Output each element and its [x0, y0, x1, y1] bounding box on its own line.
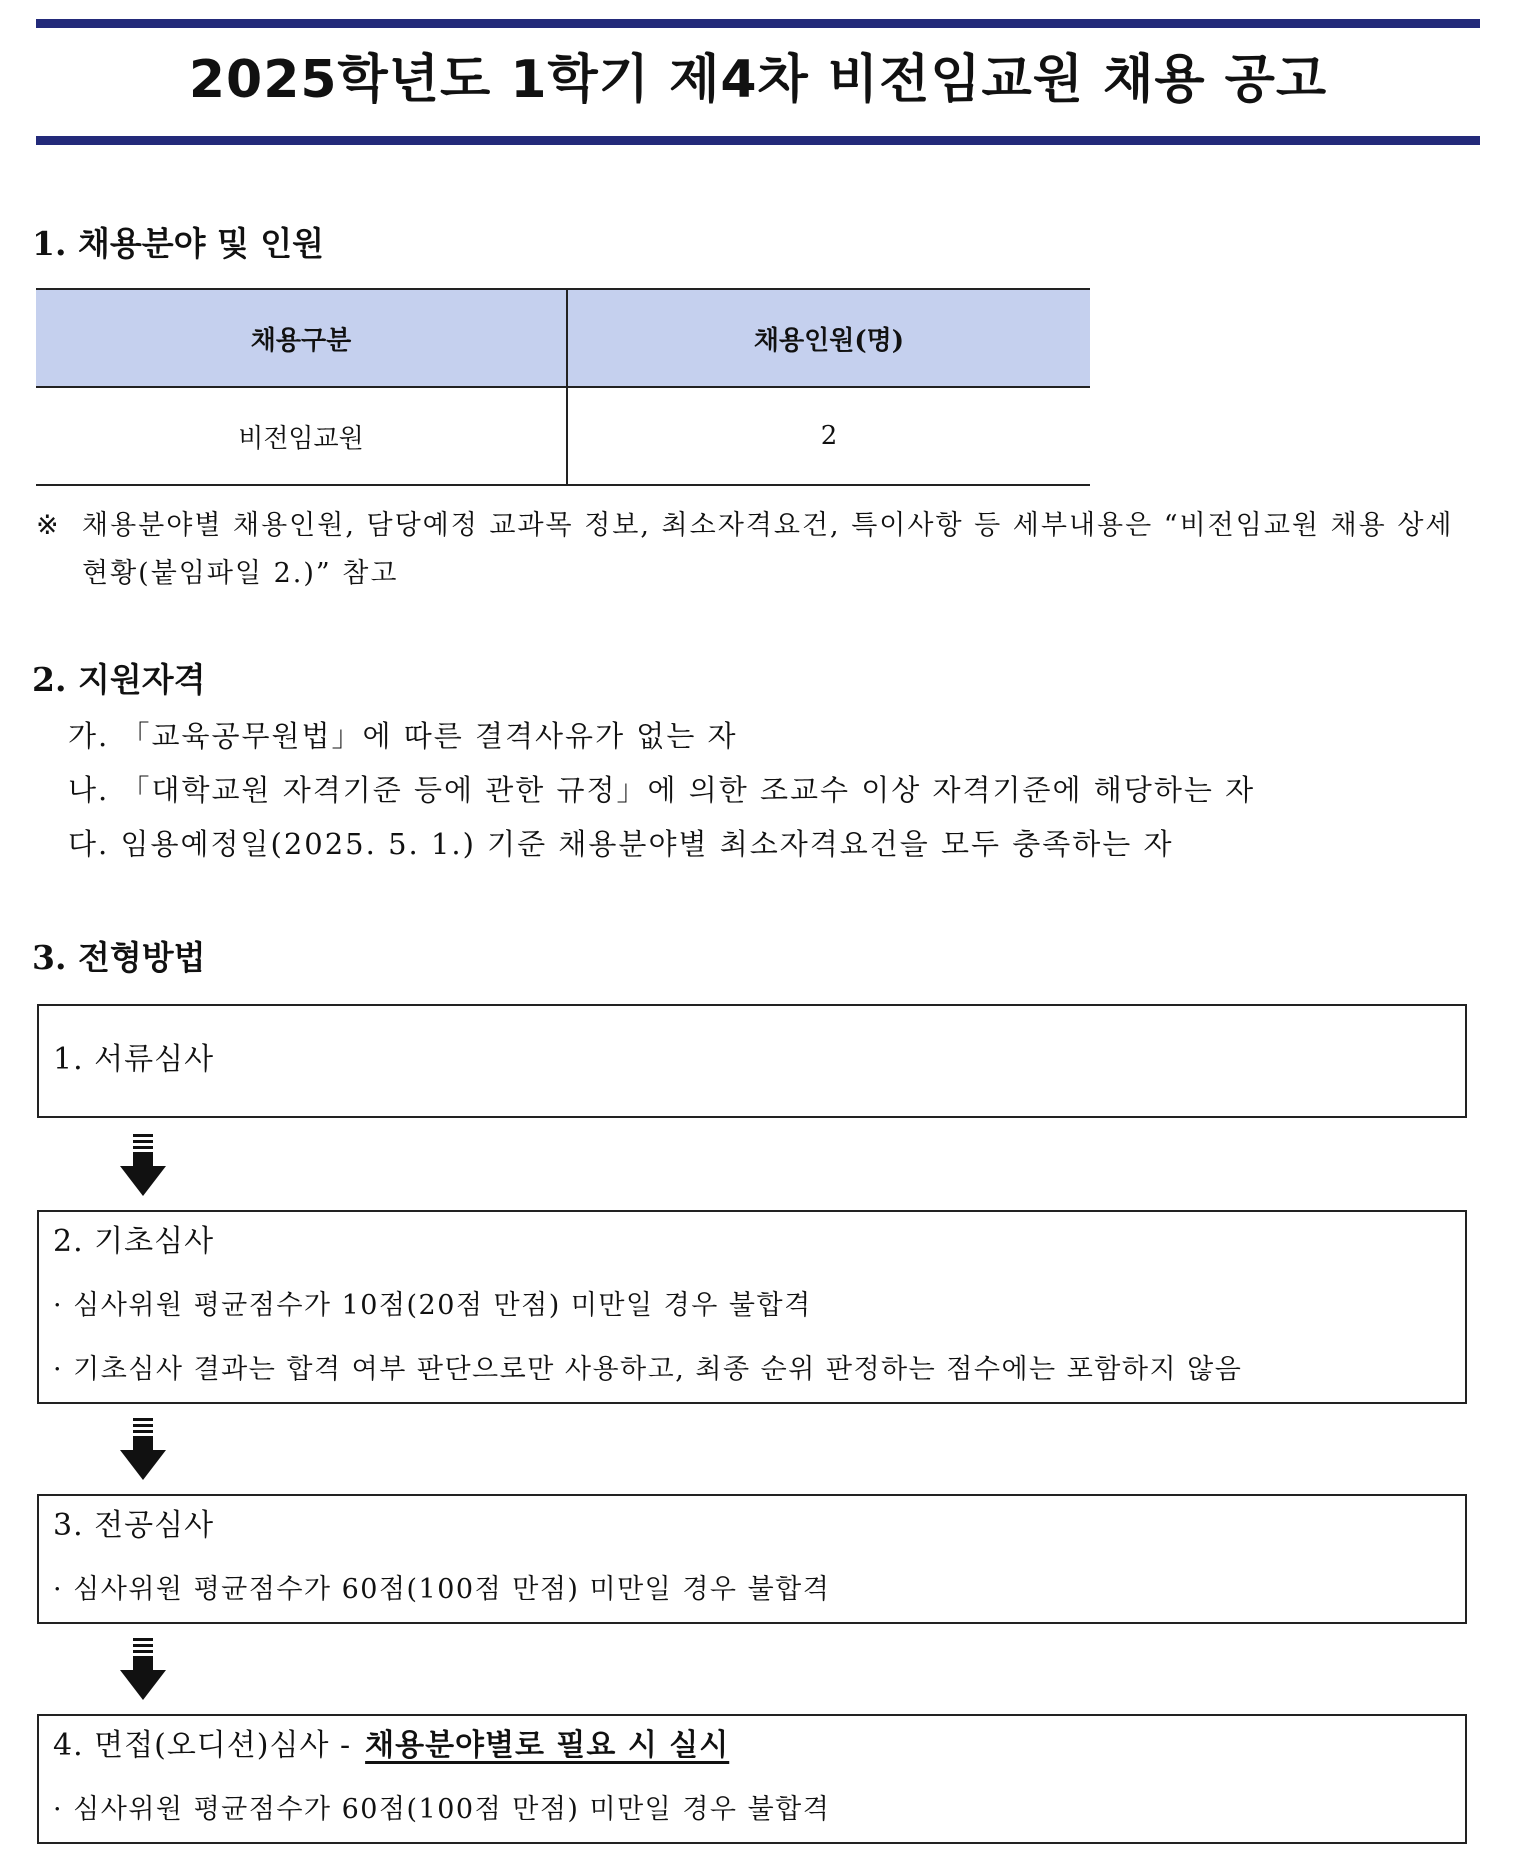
reference-mark: ※: [36, 510, 59, 541]
table-header-count: 채용인원(명): [567, 289, 1090, 387]
note-text: 채용분야별 채용인원, 담당예정 교과목 정보, 최소자격요건, 특이사항 등 세부내용은 “비전임교원 채용 상세 현황(붙임파일 2.)” 참고: [82, 510, 1454, 589]
step-4-box: [37, 1714, 1467, 1844]
down-arrow-icon: [120, 1638, 166, 1700]
step-4-title-text: 4. 면접(오디션)심사 -: [53, 1728, 352, 1763]
table-cell-category: 비전임교원: [36, 387, 567, 485]
down-arrow-icon: [120, 1418, 166, 1480]
section-1-note: [36, 502, 1486, 598]
qualification-item-c: 다. 임용예정일(2025. 5. 1.) 기준 채용분야별 최소자격요건을 모두 충족하는 자: [68, 827, 1174, 861]
step-4-highlight: 채용분야별로 필요 시 실시: [365, 1728, 730, 1763]
title-bottom-rule: [36, 136, 1480, 145]
table-row: [36, 387, 1090, 485]
step-3-box: [37, 1494, 1467, 1624]
section-3-heading: 3. 전형방법: [32, 938, 206, 977]
section-1-heading: 1. 채용분야 및 인원: [32, 224, 325, 263]
table-header-category: 채용구분: [36, 289, 567, 387]
table-header-row: [36, 289, 1090, 387]
step-2-box: [37, 1210, 1467, 1404]
table-cell-count: 2: [567, 387, 1090, 485]
page-title: 2025학년도 1학기 제4차 비전임교원 채용 공고: [188, 50, 1328, 110]
step-1-box: [37, 1004, 1467, 1118]
step-4-title: [53, 1726, 729, 1766]
qualification-item-a: 가. 「교육공무원법」에 따른 결격사유가 없는 자: [68, 719, 738, 753]
recruitment-table: [36, 288, 1090, 486]
down-arrow-icon: [120, 1134, 166, 1196]
step-2-line-2: · 기초심사 결과는 합격 여부 판단으로만 사용하고, 최종 순위 판정하는 점수에는 포함하지 않음: [53, 1354, 1243, 1385]
title-top-rule: [36, 19, 1480, 28]
step-2-title: 2. 기초심사: [53, 1224, 215, 1259]
step-2-line-1: · 심사위원 평균점수가 10점(20점 만점) 미만일 경우 불합격: [53, 1290, 812, 1321]
step-4-line-1: · 심사위원 평균점수가 60점(100점 만점) 미만일 경우 불합격: [53, 1794, 831, 1825]
step-3-title: 3. 전공심사: [53, 1508, 215, 1543]
step-3-line-1: · 심사위원 평균점수가 60점(100점 만점) 미만일 경우 불합격: [53, 1574, 831, 1605]
qualification-item-b: 나. 「대학교원 자격기준 등에 관한 규정」에 의한 조교수 이상 자격기준에 해당하는 자: [68, 773, 1256, 807]
step-1-title: 1. 서류심사: [53, 1042, 215, 1077]
section-2-heading: 2. 지원자격: [32, 660, 206, 699]
